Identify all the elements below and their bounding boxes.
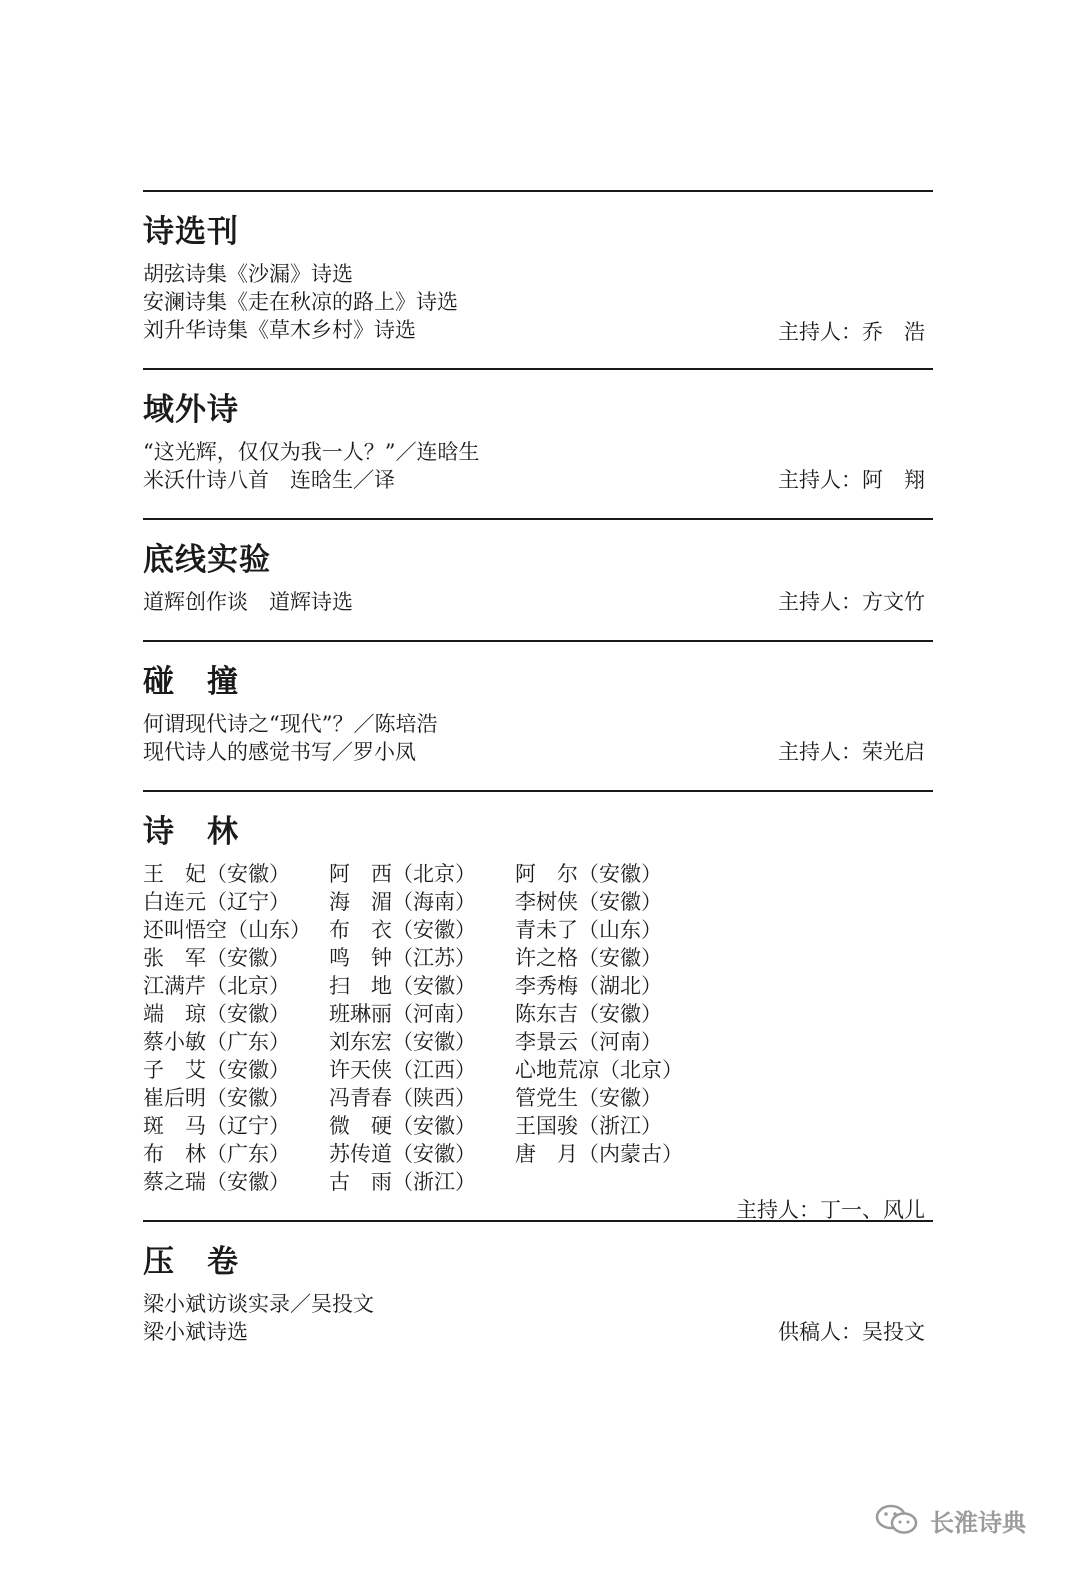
table-of-contents — [143, 190, 933, 1370]
section-entries — [143, 860, 933, 1220]
poet-entry[interactable]: 端 琼（安徽） — [143, 1002, 290, 1026]
poet-entry[interactable]: 阿 西（北京） — [329, 862, 476, 886]
poet-entry[interactable]: 李景云（河南） — [515, 1030, 662, 1054]
poet-entry[interactable]: 布 林（广东） — [143, 1142, 290, 1166]
section-shixuankan — [143, 190, 933, 368]
entry[interactable]: 刘升华诗集《草木乡村》诗选 — [143, 318, 416, 342]
poet-entry[interactable]: 崔后明（安徽） — [143, 1086, 290, 1110]
section-host: 供稿人：吴投文 — [778, 1320, 925, 1344]
section-title: 域外诗 — [143, 392, 239, 428]
poet-entry[interactable]: 子 艾（安徽） — [143, 1058, 290, 1082]
section-title: 压 卷 — [143, 1244, 239, 1280]
entry[interactable]: 米沃什诗八首 连晗生／译 — [143, 468, 395, 492]
section-host: 主持人：方文竹 — [778, 590, 925, 614]
entry[interactable]: 梁小斌访谈实录／吴投文 — [143, 1292, 374, 1316]
section-host: 主持人：阿 翔 — [778, 468, 925, 492]
poet-entry[interactable]: 江满芹（北京） — [143, 974, 290, 998]
section-title: 诗选刊 — [143, 214, 239, 250]
entry[interactable]: 梁小斌诗选 — [143, 1320, 248, 1344]
poet-entry[interactable]: 管党生（安徽） — [515, 1086, 662, 1110]
entry[interactable]: “这光辉，仅仅为我一人？”／连晗生 — [143, 440, 480, 464]
poet-entry[interactable]: 李秀梅（湖北） — [515, 974, 662, 998]
section-title: 底线实验 — [143, 542, 271, 578]
poet-entry[interactable]: 蔡小敏（广东） — [143, 1030, 290, 1054]
section-shilin — [143, 790, 933, 1220]
entry[interactable]: 胡弦诗集《沙漏》诗选 — [143, 262, 353, 286]
poet-entry[interactable]: 心地荒凉（北京） — [515, 1058, 683, 1082]
poet-grid — [143, 860, 933, 1196]
entry[interactable]: 道辉创作谈 道辉诗选 — [143, 590, 353, 614]
poet-entry[interactable]: 许之格（安徽） — [515, 946, 662, 970]
poet-entry[interactable]: 刘东宏（安徽） — [329, 1030, 476, 1054]
section-yuwaishi — [143, 368, 933, 518]
poet-entry[interactable]: 张 军（安徽） — [143, 946, 290, 970]
poet-entry[interactable]: 王国骏（浙江） — [515, 1114, 662, 1138]
poet-entry[interactable]: 扫 地（安徽） — [329, 974, 476, 998]
poet-entry[interactable]: 蔡之瑞（安徽） — [143, 1170, 290, 1194]
poet-entry[interactable]: 还叫悟空（山东） — [143, 918, 311, 942]
watermark-text: 长淮诗典 — [930, 1508, 1026, 1537]
section-title: 诗 林 — [143, 814, 239, 850]
section-host: 主持人：荣光启 — [778, 740, 925, 764]
poet-entry[interactable]: 斑 马（辽宁） — [143, 1114, 290, 1138]
poet-entry[interactable]: 鸣 钟（江苏） — [329, 946, 476, 970]
poet-entry[interactable]: 陈东吉（安徽） — [515, 1002, 662, 1026]
entry[interactable]: 现代诗人的感觉书写／罗小凤 — [143, 740, 416, 764]
poet-entry[interactable]: 布 衣（安徽） — [329, 918, 476, 942]
wechat-icon — [872, 1504, 922, 1536]
section-dixianshiyan — [143, 518, 933, 640]
poet-entry[interactable]: 白连元（辽宁） — [143, 890, 290, 914]
poet-entry[interactable]: 王 妃（安徽） — [143, 862, 290, 886]
section-host: 主持人：乔 浩 — [778, 320, 925, 344]
poet-entry[interactable]: 李树侠（安徽） — [515, 890, 662, 914]
poet-entry[interactable]: 阿 尔（安徽） — [515, 862, 662, 886]
section-entries — [143, 260, 933, 368]
entry[interactable]: 安澜诗集《走在秋凉的路上》诗选 — [143, 290, 458, 314]
poet-entry[interactable]: 青未了（山东） — [515, 918, 662, 942]
poet-entry[interactable]: 冯青春（陕西） — [329, 1086, 476, 1110]
section-pengzhuang — [143, 640, 933, 790]
poet-entry[interactable]: 许天侠（江西） — [329, 1058, 476, 1082]
section-yajuan — [143, 1220, 933, 1370]
poet-entry[interactable]: 唐 月（内蒙古） — [515, 1142, 683, 1166]
poet-entry[interactable]: 微 硬（安徽） — [329, 1114, 476, 1138]
entry[interactable]: 何谓现代诗之“现代”？／陈培浩 — [143, 712, 438, 736]
poet-entry[interactable]: 海 湄（海南） — [329, 890, 476, 914]
watermark — [872, 1500, 1026, 1540]
poet-entry[interactable]: 古 雨（浙江） — [329, 1170, 476, 1194]
poet-entry[interactable]: 苏传道（安徽） — [329, 1142, 476, 1166]
poet-entry[interactable]: 班琳丽（河南） — [329, 1002, 476, 1026]
section-host: 主持人：丁一、风儿 — [736, 1198, 925, 1222]
section-title: 碰 撞 — [143, 664, 239, 700]
